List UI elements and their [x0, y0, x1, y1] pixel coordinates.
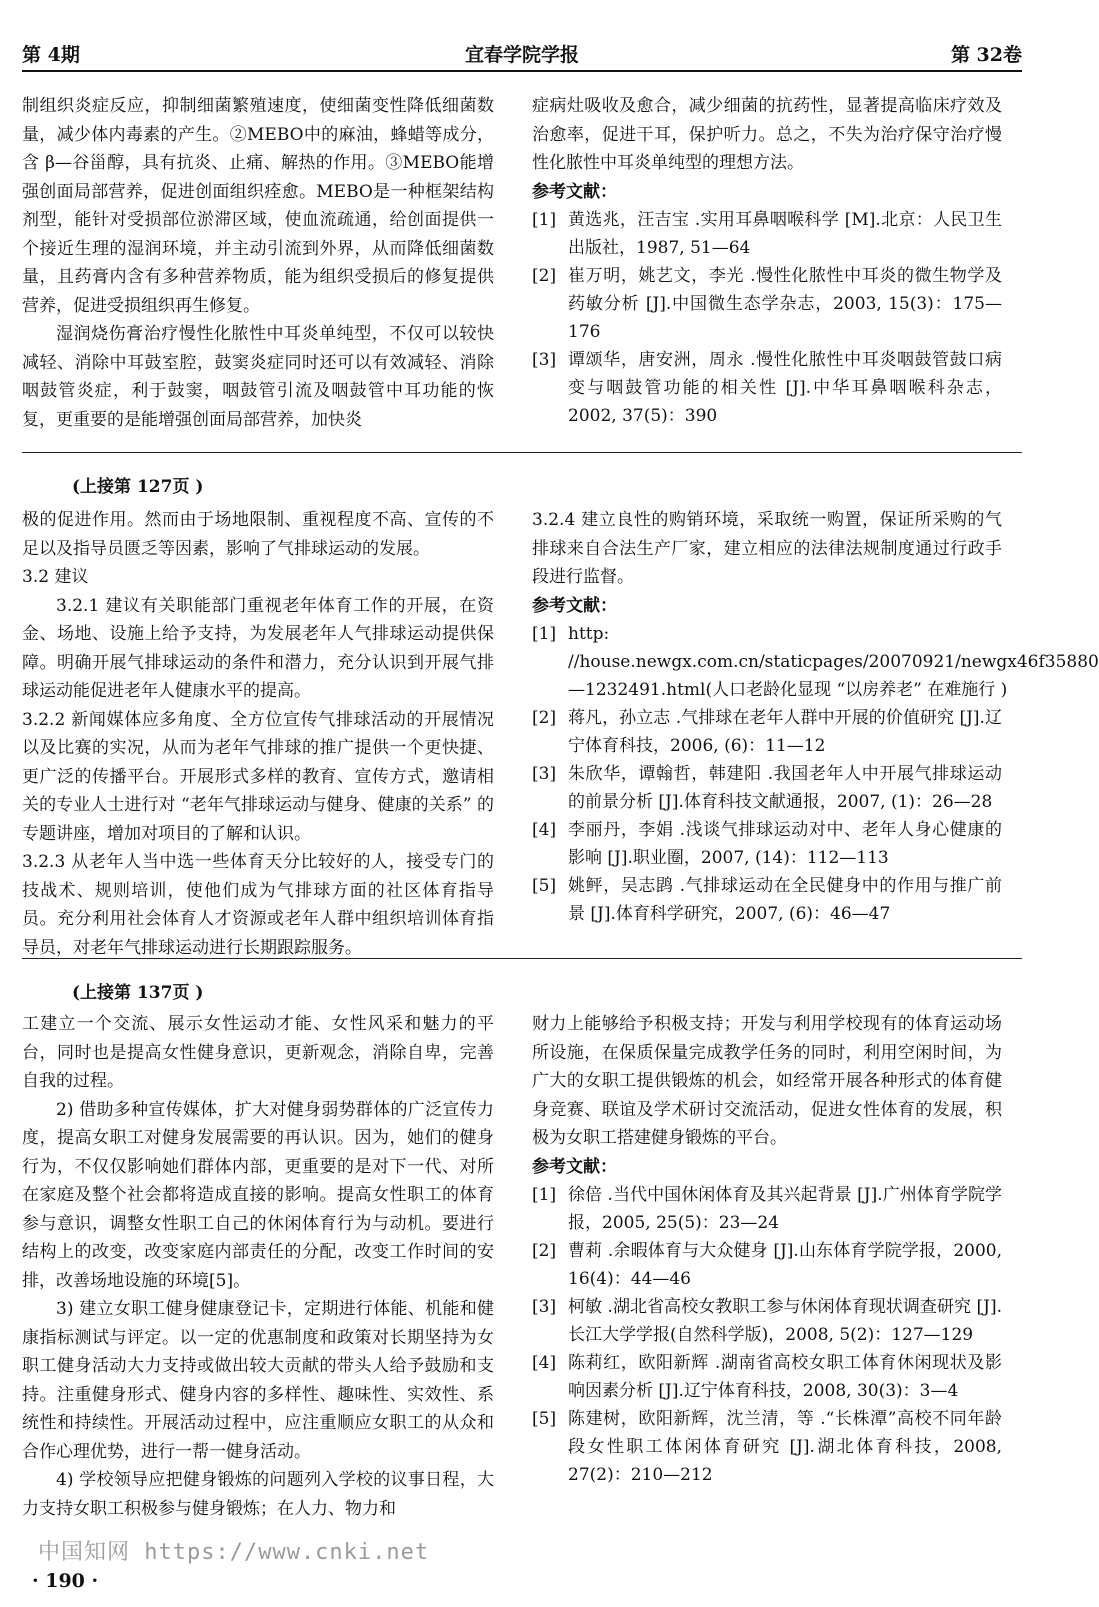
paragraph: 3) 建立女职工健身健康登记卡，定期进行体能、机能和健康指标测试与评定。以一定的优惠制度和政策对长期坚持为女职工健身活动大力支持或做出较大贡献的带头人给予鼓励和支持。注重健身形式、健身内容的多样性、趣味性、实效性、系统性和持续性。开展活动过程中，应注重顺应女职工的从众和合作心理优势，进行一帮一健身活动。: [22, 1299, 494, 1462]
paragraph: 3.2.4 建立良性的购销环境，采取统一购置，保证所采购的气排球来自合法生产厂家，建立相应的法律法规制度通过行政手段进行监督。: [532, 510, 1002, 587]
reference-number: [1]: [532, 210, 557, 230]
reference-text: 陈建树，欧阳新辉，沈兰清，等 .“长株潭”高校不同年龄段女性职工体闲体育研究 [J].湖北体育科技，2008, 27(2)：210—212: [568, 1409, 1002, 1485]
reference-text: 姚鲆，吴志鹍 .气排球运动在全民健身中的作用与推广前景 [J].体育科学研究，2007, (6)：46—47: [568, 876, 1002, 924]
reference-item: [532, 262, 1002, 346]
references-list: [532, 1181, 1002, 1489]
reference-item: [532, 760, 1002, 816]
reference-item: [532, 206, 1002, 262]
paragraph: 3.2.2 新闻媒体应多角度、全方位宣传气排球活动的开展情况以及比赛的实况，从而为老年气排球的推广提供一个更快捷、更广泛的传播平台。开展形式多样的教育、宣传方式，邀请相关的专业人士进行对 “老年气排球运动与健身、健康的关系” 的专题讲座，增加对项目的了解和认识。: [22, 709, 494, 844]
section1-left-column: [22, 92, 494, 434]
paragraph: 3.2.1 建议有关职能部门重视老年体育工作的开展，在资金、场地、设施上给予支持，为发展老年人气排球运动提供保障。明确开展气排球运动的条件和潜力，充分认识到开展气排球运动能促进老年人健康水平的提高。: [22, 595, 494, 701]
reference-number: [3]: [532, 1297, 557, 1317]
page-number: · 190 ·: [32, 1570, 99, 1592]
reference-text: 谭颂华，唐安洲，周永 .慢性化脓性中耳炎咽鼓管鼓口病变与咽鼓管功能的相关性 [J].中华耳鼻咽喉科杂志，2002, 37(5)：390: [568, 350, 1002, 426]
reference-text: 黄选兆，汪吉宝 .实用耳鼻咽喉科学 [M].北京：人民卫生出版社，1987, 51—64: [568, 210, 1002, 258]
reference-text: 徐倍 .当代中国休闲体育及其兴起背景 [J].广州体育学院学报，2005, 25(5)：23—24: [568, 1185, 1002, 1233]
paragraph: 制组织炎症反应，抑制细菌繁殖速度，使细菌变性降低细菌数量，减少体内毒素的产生。②MEBO中的麻油，蜂蜡等成分，含 β—谷甾醇，具有抗炎、止痛、解热的作用。③MEBO能增强创面局部营养，促进创面组织痊愈。MEBO是一种框架结构剂型，能针对受损部位淤滞区域，使血流疏通，给创面提供一个接近生理的湿润环境，并主动引流到外界，从而降低细菌数量，且药膏内含有多种营养物质，能为组织受损后的修复提供营养，促进受损组织再生修复。: [22, 96, 494, 316]
reference-number: [5]: [532, 1409, 557, 1429]
paragraph: 财力上能够给予积极支持；开发与利用学校现有的体育运动场所设施，在保质保量完成教学任务的同时，利用空闲时间，为广大的女职工提供锻炼的机会，如经常开展各种形式的体育健身竞赛、联谊及学术研讨交流活动，促进女性体育的发展，积极为女职工搭建健身锻炼的平台。: [532, 1014, 1002, 1148]
references-heading: 参考文献：: [532, 181, 617, 202]
references-list: [532, 206, 1002, 430]
references-heading: 参考文献：: [532, 1156, 617, 1177]
volume-label: 第 32卷: [950, 44, 1022, 66]
paragraph: 3.2 建议: [22, 567, 89, 587]
reference-item: [532, 816, 1002, 872]
reference-number: [3]: [532, 350, 557, 370]
cnki-watermark: 中国知网 https://www.cnki.net: [38, 1540, 430, 1565]
section3-left-column: [22, 1010, 494, 1523]
reference-item: [532, 1181, 1002, 1237]
references-heading: 参考文献：: [532, 595, 617, 616]
reference-number: [2]: [532, 1241, 557, 1261]
reference-text: 曹莉 .余暇体育与大众健身 [J].山东体育学院学报，2000, 16(4)：44—46: [568, 1241, 1002, 1289]
reference-number: [2]: [532, 708, 557, 728]
paragraph: 症病灶吸收及愈合，减少细菌的抗药性，显著提高临床疗效及治愈率，促进干耳，保护听力。总之，不失为治疗保守治疗慢性化脓性中耳炎单纯型的理想方法。: [532, 96, 1002, 173]
reference-number: [5]: [532, 876, 557, 896]
journal-title: 宜春学院学报: [464, 44, 579, 66]
header-rule: [22, 70, 1022, 72]
reference-item: [532, 1349, 1002, 1405]
reference-item: [532, 872, 1002, 928]
paragraph: 4) 学校领导应把健身锻炼的问题列入学校的议事日程，大力支持女职工积极参与健身锻炼；在人力、物力和: [22, 1470, 494, 1519]
reference-number: [4]: [532, 1353, 557, 1373]
paragraph: 2) 借助多种宣传媒体，扩大对健身弱势群体的广泛宣传力度，提高女职工对健身发展需要的再认识。因为，她们的健身行为，不仅仅影响她们群体内部，更重要的是对下一代、对所在家庭及整个社会都将造成直接的影响。提高女性职工的体育参与意识，调整女性职工自己的休闲体育行为与动机。要进行结构上的改变，改变家庭内部责任的分配，改变工作时间的安排，改善场地设施的环境[5]。: [22, 1099, 494, 1291]
reference-text: http: //house.newgx.com.cn/staticpages/20070921/newgx46f35880—1232491.html(人口老龄化显现 “以房养老” 在难施行 ): [568, 624, 1099, 700]
reference-item: [532, 1237, 1002, 1293]
section1-right-column: [532, 92, 1002, 430]
reference-number: [1]: [532, 1185, 557, 1205]
section2-right-column: [532, 506, 1099, 928]
paragraph: 3.2.3 从老年人当中选一些体育天分比较好的人，接受专门的技战术、规则培训，使他们成为气排球方面的社区体育指导员。充分利用社会体育人才资源或老年人群中组织培训体育指导员，对老年气排球运动进行长期跟踪服务。: [22, 852, 494, 958]
reference-item: [532, 704, 1002, 760]
section-divider: [22, 452, 1022, 453]
reference-item: [532, 1405, 1002, 1489]
reference-number: [3]: [532, 764, 557, 784]
reference-text: 陈莉红，欧阳新辉 .湖南省高校女职工体育休闲现状及影响因素分析 [J].辽宁体育科技，2008, 30(3)：3—4: [568, 1353, 1002, 1401]
reference-item: [532, 346, 1002, 430]
continuation-note: (上接第 127页 ): [72, 477, 204, 497]
reference-text: 柯敏 .湖北省高校女教职工参与休闲体育现状调查研究 [J].长江大学学报(自然科学版)，2008, 5(2)：127—129: [568, 1297, 1002, 1345]
reference-number: [4]: [532, 820, 557, 840]
section2-left-column: [22, 506, 494, 962]
continuation-note: (上接第 137页 ): [72, 983, 204, 1003]
paragraph: 极的促进作用。然而由于场地限制、重视程度不高、宣传的不足以及指导员匮乏等因素，影响了气排球运动的发展。: [22, 510, 494, 559]
section3-right-column: [532, 1010, 1002, 1489]
reference-number: [2]: [532, 266, 557, 286]
reference-text: 蒋凡，孙立志 .气排球在老年人群中开展的价值研究 [J].辽宁体育科技，2006, (6)：11—12: [568, 708, 1002, 756]
reference-item: [532, 620, 1099, 704]
reference-text: 李丽丹，李娟 .浅谈气排球运动对中、老年人身心健康的影响 [J].职业圈，2007, (14)：112—113: [568, 820, 1002, 868]
reference-number: [1]: [532, 624, 557, 644]
section-divider: [22, 958, 1022, 959]
references-list: [532, 620, 1099, 928]
reference-item: [532, 1293, 1002, 1349]
reference-text: 崔万明，姚艺文，李光 .慢性化脓性中耳炎的微生物学及药敏分析 [J].中国微生态学杂志，2003, 15(3)：175—176: [568, 266, 1002, 342]
paragraph: 湿润烧伤膏治疗慢性化脓性中耳炎单纯型，不仅可以较快减轻、消除中耳鼓室腔，鼓窦炎症同时还可以有效减轻、消除咽鼓管炎症，利于鼓窦，咽鼓管引流及咽鼓管中耳功能的恢复，更重要的是能增强创面局部营养，加快炎: [22, 324, 494, 430]
paragraph: 工建立一个交流、展示女性运动才能、女性风采和魅力的平台，同时也是提高女性健身意识，更新观念，消除自卑，完善自我的过程。: [22, 1014, 494, 1091]
reference-text: 朱欣华，谭翰哲，韩建阳 .我国老年人中开展气排球运动的前景分析 [J].体育科技文献通报，2007, (1)：26—28: [568, 764, 1002, 812]
issue-label: 第 4期: [22, 44, 80, 66]
